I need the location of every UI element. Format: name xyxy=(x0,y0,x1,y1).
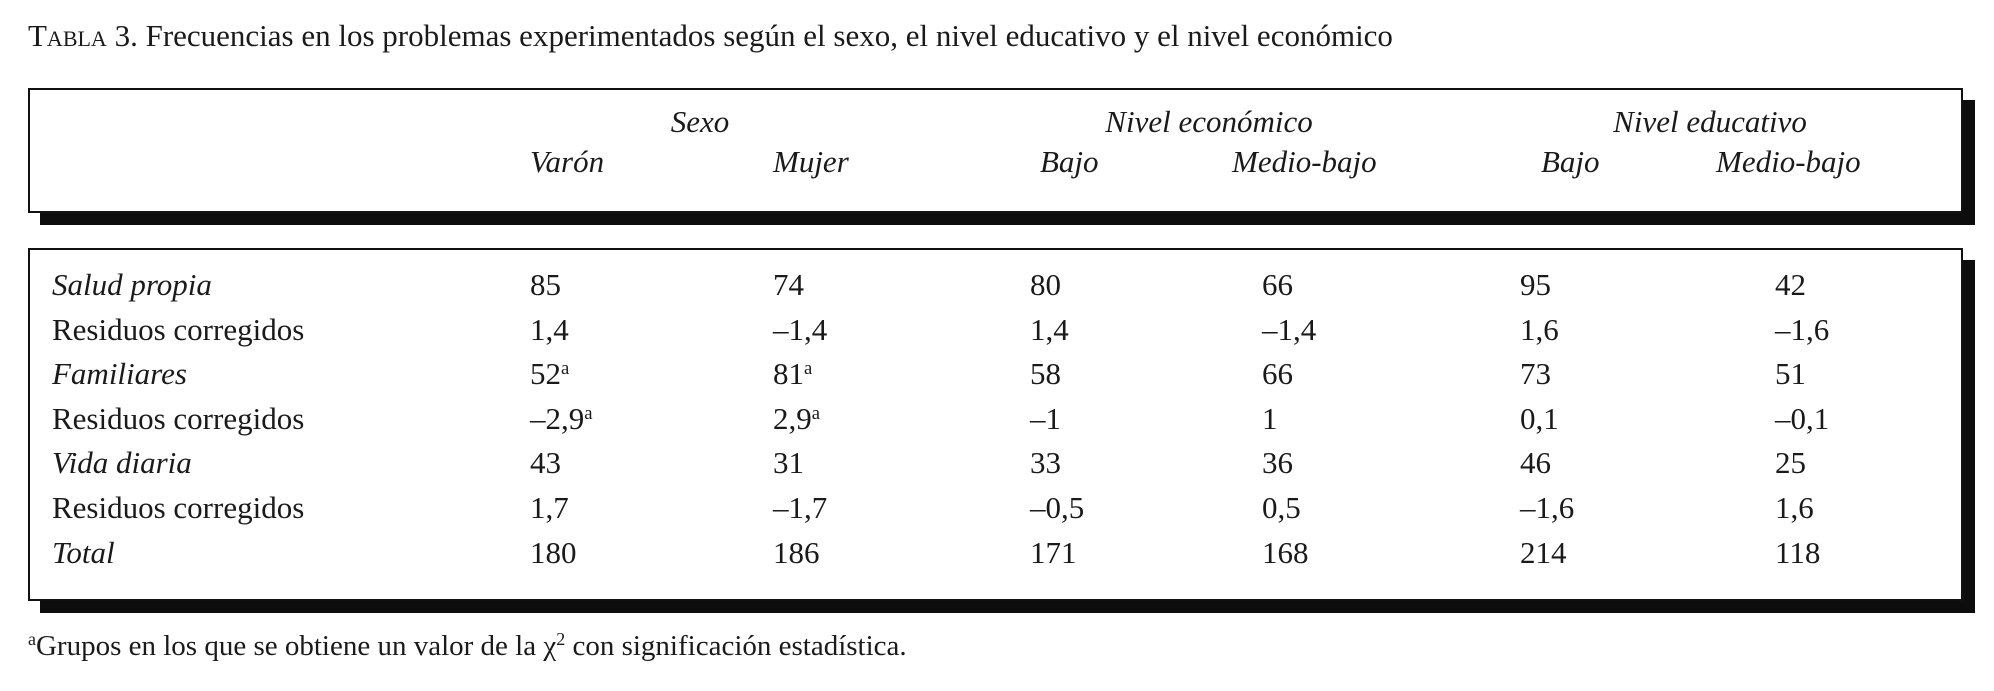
table-cell xyxy=(773,267,804,303)
row-label: Residuos corregidos xyxy=(52,311,305,347)
subheader-bajo-educativo: Bajo xyxy=(1541,144,1600,179)
cell-value: 1,4 xyxy=(1030,311,1069,347)
cell-value: 186 xyxy=(773,534,820,570)
cell-value: 52 xyxy=(530,356,561,392)
row-label: Salud propia xyxy=(52,267,212,302)
table-cell xyxy=(1520,401,1559,437)
table-cell xyxy=(1030,445,1061,481)
cell-value: 73 xyxy=(1520,356,1551,392)
cell-value: 25 xyxy=(1775,445,1806,481)
table-cell xyxy=(530,356,569,392)
cell-value: 118 xyxy=(1775,534,1821,570)
subheader-medio-bajo-economico: Medio-bajo xyxy=(1232,144,1377,179)
table-cell xyxy=(1262,356,1293,392)
cell-value: 43 xyxy=(530,445,561,481)
cell-value: 36 xyxy=(1262,445,1293,481)
cell-value: 46 xyxy=(1520,445,1551,481)
table-cell xyxy=(773,312,827,348)
cell-value: –1,4 xyxy=(1262,311,1317,347)
table-cell xyxy=(1262,312,1316,348)
table-cell xyxy=(530,490,569,526)
chi-symbol: χ xyxy=(543,630,557,662)
subheader-varon: Varón xyxy=(530,144,605,179)
table-cell xyxy=(1262,267,1293,303)
table-cell xyxy=(530,401,593,437)
cell-value: –2,9 xyxy=(530,400,585,436)
cell-value: 2,9 xyxy=(773,400,812,436)
cell-superscript: a xyxy=(561,357,570,379)
table-cell xyxy=(1775,535,1820,571)
row-label: Total xyxy=(52,534,115,570)
table-cell xyxy=(1262,401,1278,437)
table-cell xyxy=(1520,445,1551,481)
cell-value: –0,5 xyxy=(1030,490,1085,525)
caption-text: Frecuencias en los problemas experimentados según el sexo, el nivel educativo y el nivel económico xyxy=(145,18,1393,53)
table-cell xyxy=(1775,401,1829,437)
table-cell xyxy=(773,490,827,526)
table-cell xyxy=(1520,490,1574,526)
cell-value: 51 xyxy=(1775,356,1806,392)
table-cell xyxy=(1030,401,1061,437)
cell-value: 168 xyxy=(1262,534,1309,570)
table-cell xyxy=(1030,267,1061,303)
table-cell xyxy=(1775,445,1806,481)
table-cell xyxy=(1775,490,1814,526)
cell-value: 1 xyxy=(1262,400,1278,436)
cell-value: 1,7 xyxy=(530,490,569,525)
table-cell xyxy=(1775,312,1829,348)
chi-exponent: 2 xyxy=(556,629,566,650)
cell-value: 31 xyxy=(773,445,804,481)
footnote xyxy=(28,630,907,663)
cell-value: 80 xyxy=(1030,267,1061,302)
table-cell xyxy=(1030,535,1077,571)
footnote-text-end: con significación estadística. xyxy=(565,630,907,662)
table-cell xyxy=(773,535,820,571)
cell-value: –1 xyxy=(1030,400,1061,436)
cell-value: 171 xyxy=(1030,534,1077,570)
table-cell xyxy=(773,401,820,437)
cell-value: 74 xyxy=(773,267,804,302)
table-cell xyxy=(530,445,561,481)
subheader-medio-bajo-educativo: Medio-bajo xyxy=(1716,144,1861,179)
cell-value: –1,6 xyxy=(1520,490,1575,525)
cell-value: 1,6 xyxy=(1775,490,1814,525)
cell-value: 33 xyxy=(1030,445,1061,481)
table-cell xyxy=(1030,356,1061,392)
cell-value: 214 xyxy=(1520,534,1567,570)
table-body-box xyxy=(28,248,1963,601)
table-cell xyxy=(1775,356,1806,392)
table-cell xyxy=(773,356,812,392)
table-cell xyxy=(530,535,577,571)
cell-value: 58 xyxy=(1030,356,1061,392)
cell-value: 85 xyxy=(530,267,561,302)
table-cell xyxy=(1520,267,1551,303)
cell-value: 42 xyxy=(1775,267,1806,302)
table-cell xyxy=(1262,445,1293,481)
table-cell xyxy=(530,312,569,348)
caption-label: Tabla xyxy=(28,18,107,53)
table-cell xyxy=(1262,535,1309,571)
table-cell xyxy=(1030,490,1084,526)
row-label: Residuos corregidos xyxy=(52,400,305,436)
cell-value: 1,6 xyxy=(1520,311,1559,347)
table-cell xyxy=(773,445,804,481)
footnote-text-start: Grupos en los que se obtiene un valor de la xyxy=(35,630,544,662)
cell-value: 95 xyxy=(1520,267,1551,302)
table-cell xyxy=(1520,356,1551,392)
group-header-sexo: Sexo xyxy=(670,104,730,139)
subheader-mujer: Mujer xyxy=(773,144,849,179)
cell-value: 180 xyxy=(530,534,577,570)
table-caption xyxy=(28,18,1393,54)
cell-value: 0,1 xyxy=(1520,400,1559,436)
table-cell xyxy=(1775,267,1806,303)
cell-value: 1,4 xyxy=(530,311,569,347)
row-label: Familiares xyxy=(52,356,187,392)
cell-value: –1,6 xyxy=(1775,311,1830,347)
cell-superscript: a xyxy=(584,402,593,424)
cell-value: 0,5 xyxy=(1262,490,1301,525)
table-cell xyxy=(530,267,561,303)
cell-value: 66 xyxy=(1262,267,1293,302)
cell-value: 66 xyxy=(1262,356,1293,392)
subheader-bajo-economico: Bajo xyxy=(1040,144,1099,179)
table-cell xyxy=(1262,490,1301,526)
row-label: Residuos corregidos xyxy=(52,490,305,525)
cell-value: –1,7 xyxy=(773,490,828,525)
cell-superscript: a xyxy=(811,402,821,424)
cell-value: –1,4 xyxy=(773,311,828,347)
cell-value: 81 xyxy=(773,356,804,392)
cell-superscript: a xyxy=(804,357,813,379)
row-label: Vida diaria xyxy=(52,445,192,481)
table-cell xyxy=(1520,535,1567,571)
table-cell xyxy=(1520,312,1559,348)
table-cell xyxy=(1030,312,1069,348)
cell-value: –0,1 xyxy=(1775,400,1830,436)
footnote-marker: a xyxy=(28,629,36,650)
group-header-nivel-educativo: Nivel educativo xyxy=(1613,104,1807,139)
caption-number: 3. xyxy=(114,18,138,53)
group-header-nivel-economico: Nivel económico xyxy=(1105,104,1313,139)
